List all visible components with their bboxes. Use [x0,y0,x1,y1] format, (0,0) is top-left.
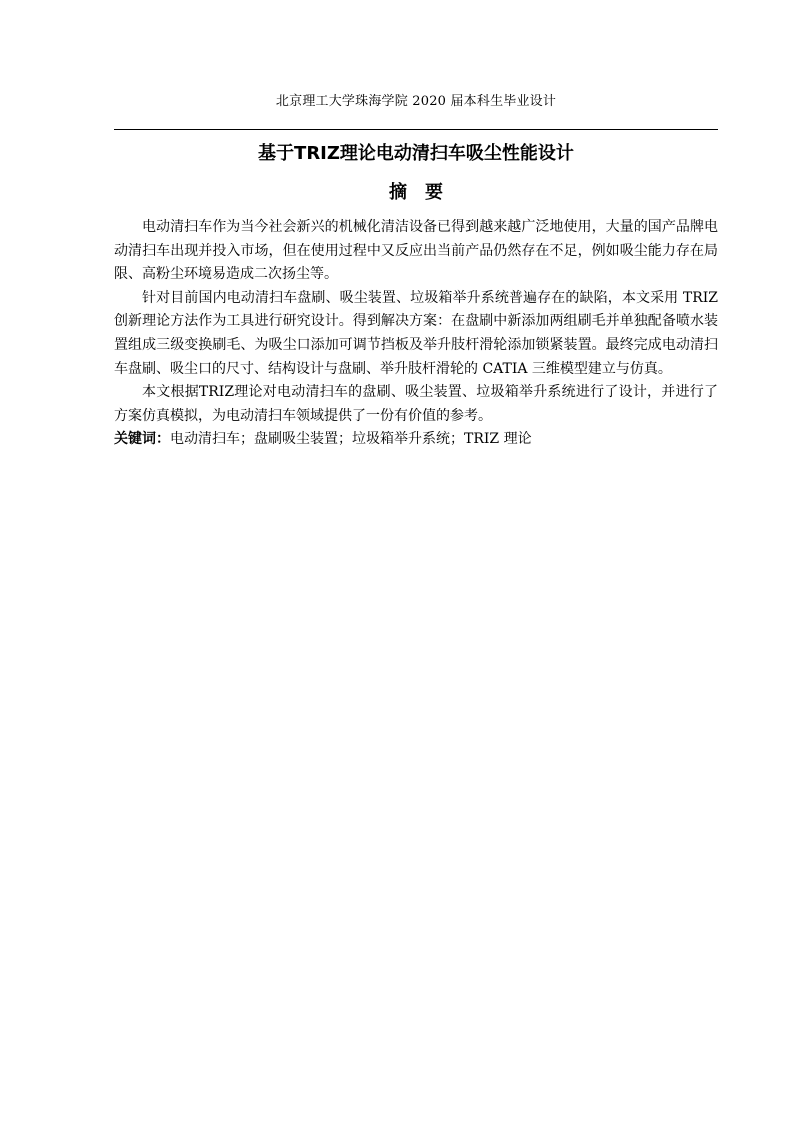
keywords-label: 关键词： [114,431,170,448]
keywords-line [114,428,718,452]
abstract-paragraph-2: 针对目前国内电动清扫车盘刷、吸尘装置、垃圾箱举升系统普遍存在的缺陷，本文采用 TRIZ 创新理论方法作为工具进行研究设计。得到解决方案：在盘刷中新添加两组刷毛并单独配备喷水装置组成三级变换刷毛、为吸尘口添加可调节挡板及举升肢杆滑轮添加锁紧装置。最终完成电动清扫车盘刷、吸尘口的尺寸、结构设计与盘刷、举升肢杆滑轮的 CATIA 三维模型建立与仿真。 [114,289,718,377]
thesis-title: 基于TRIZ理论电动清扫车吸尘性能设计 [258,143,574,164]
abstract-paragraph-3: 本文根据TRIZ理论对电动清扫车的盘刷、吸尘装置、垃圾箱举升系统进行了设计，并进行了方案仿真模拟，为电动清扫车领域提供了一份有价值的参考。 [114,384,718,424]
keywords-text: 电动清扫车；盘刷吸尘装置；垃圾箱举升系统；TRIZ 理论 [170,431,532,448]
abstract-paragraph-1: 电动清扫车作为当今社会新兴的机械化清洁设备已得到越来越广泛地使用，大量的国产品牌电动清扫车出现并投入市场，但在使用过程中又反应出当前产品仍然存在不足，例如吸尘能力存在局限、高粉尘环境易造成二次扬尘等。 [114,219,718,283]
abstract-body [114,216,718,452]
abstract-heading: 摘要 [389,182,461,203]
running-header: 北京理工大学珠海学院 2020 届本科生毕业设计 [275,94,557,109]
header-divider [114,129,718,130]
